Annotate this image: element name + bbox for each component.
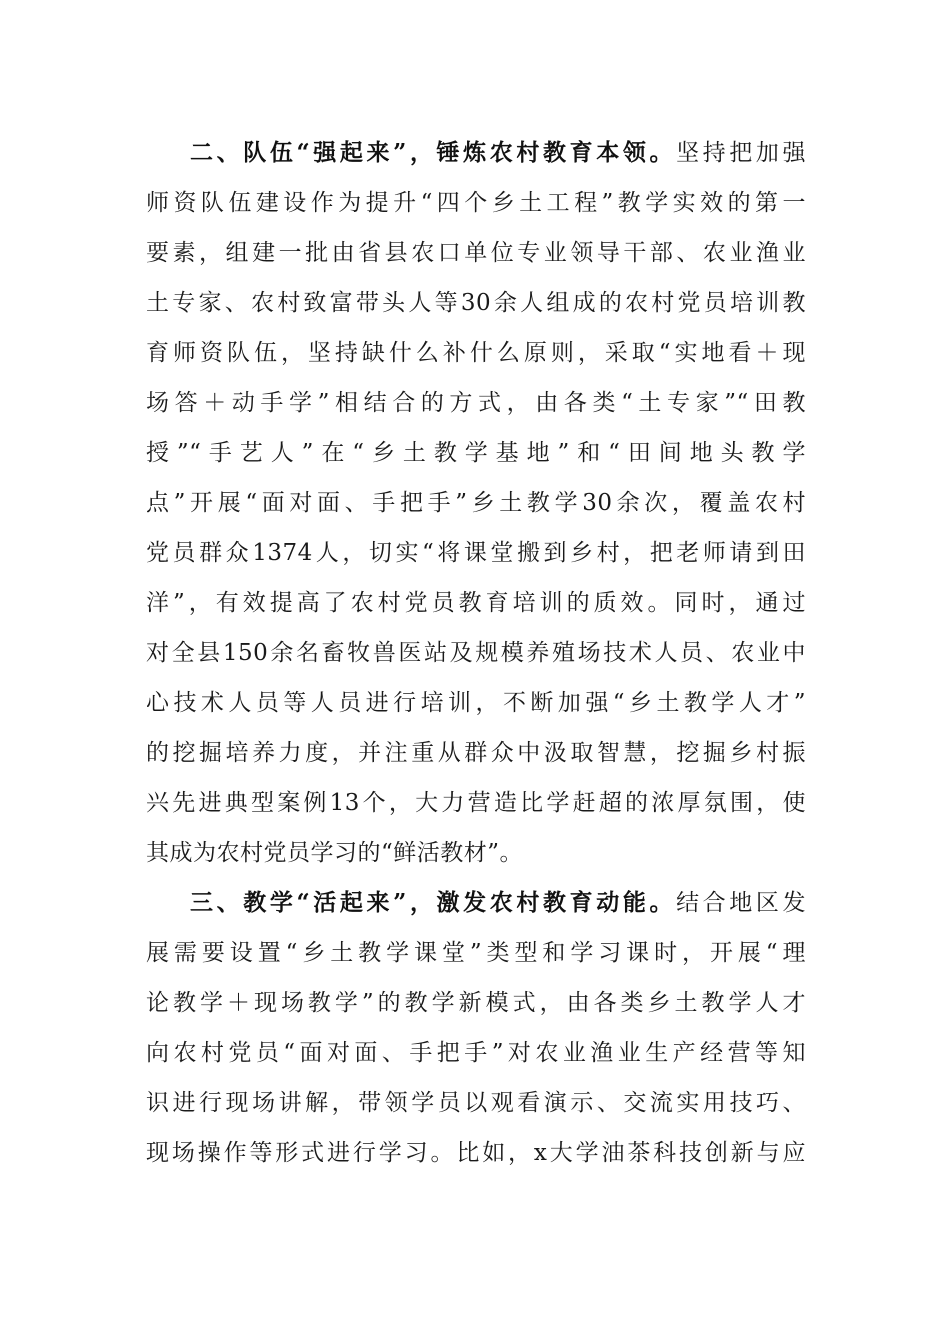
text-line: 洋”，有效提高了农村党员教育培训的质效。同时，通过 <box>146 590 806 616</box>
text-line: 点”开展“面对面、手把手”乡土教学30余次，覆盖农村 <box>146 490 806 516</box>
text-line: 对全县150余名畜牧兽医站及规模养殖场技术人员、农业中 <box>146 640 806 666</box>
text-line: 育师资队伍，坚持缺什么补什么原则，采取“实地看＋现 <box>146 340 806 366</box>
text-line: 授”“手艺人”在“乡土教学基地”和“田间地头教学 <box>146 440 806 466</box>
paragraph-1-heading: 二、队伍“强起来”，锤炼农村教育本领。 <box>190 139 677 166</box>
text-line: 心技术人员等人员进行培训，不断加强“乡土教学人才” <box>146 690 806 716</box>
paragraph-1-line-1 <box>146 128 806 178</box>
text-line: 论教学＋现场教学”的教学新模式，由各类乡土教学人才 <box>146 990 806 1016</box>
text-line: 师资队伍建设作为提升“四个乡土工程”教学实效的第一 <box>146 190 806 216</box>
paragraph-2-first-line-text: 结合地区发 <box>676 890 807 916</box>
text-line: 现场操作等形式进行学习。比如，x大学油茶科技创新与应 <box>146 1140 806 1166</box>
paragraph-2-heading: 三、教学“活起来”，激发农村教育动能。 <box>190 889 677 916</box>
document-body <box>146 128 806 1178</box>
paragraph-2-line-1 <box>146 878 806 928</box>
text-line: 展需要设置“乡土教学课堂”类型和学习课时，开展“理 <box>146 940 806 966</box>
text-line: 的挖掘培养力度，并注重从群众中汲取智慧，挖掘乡村振 <box>146 740 806 766</box>
text-line: 党员群众1374人，切实“将课堂搬到乡村，把老师请到田 <box>146 540 806 566</box>
text-line: 场答＋动手学”相结合的方式，由各类“土专家”“田教 <box>146 390 806 416</box>
text-line: 兴先进典型案例13个，大力营造比学赶超的浓厚氛围，使 <box>146 790 806 816</box>
text-line: 土专家、农村致富带头人等30余人组成的农村党员培训教 <box>146 290 806 316</box>
paragraph-1-first-line-text: 坚持把加强 <box>676 140 807 166</box>
text-line: 识进行现场讲解，带领学员以观看演示、交流实用技巧、 <box>146 1090 806 1116</box>
text-line: 向农村党员“面对面、手把手”对农业渔业生产经营等知 <box>146 1040 806 1066</box>
text-line: 要素，组建一批由省县农口单位专业领导干部、农业渔业 <box>146 240 806 266</box>
text-line: 其成为农村党员学习的“鲜活教材”。 <box>146 840 524 866</box>
